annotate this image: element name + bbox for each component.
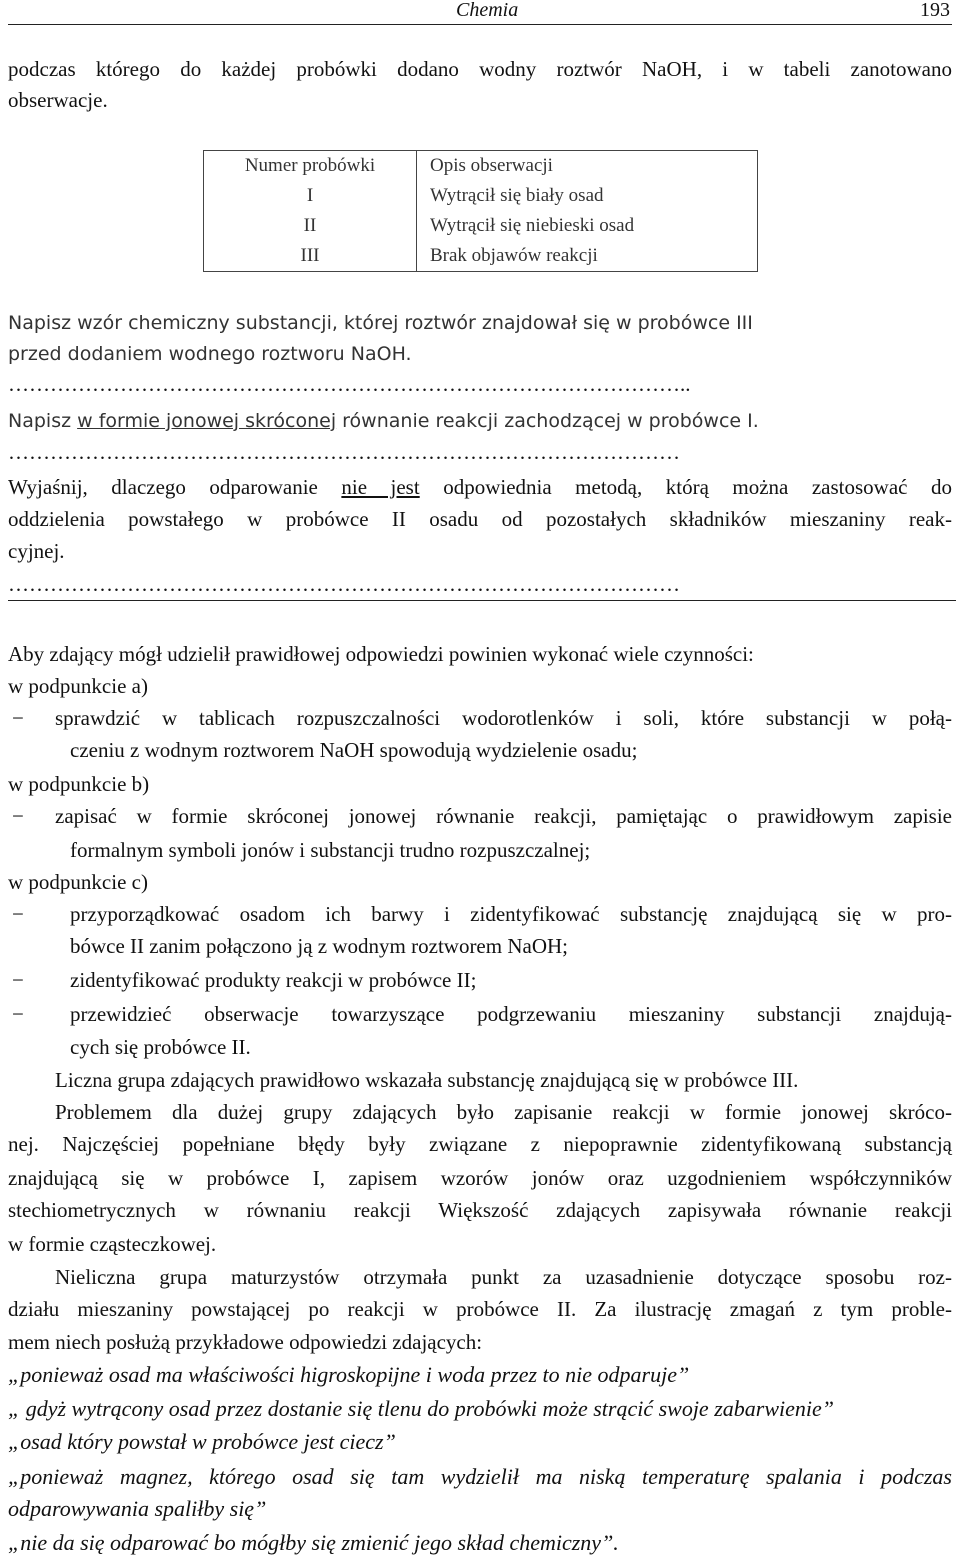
- question-2-underlined: w formie jonowej skróconej: [77, 410, 337, 432]
- dash-bullet: −: [12, 902, 24, 926]
- comment-line: formalnym symboli jonów i substancji trudno rozpuszczalnej;: [70, 838, 591, 862]
- comment-line: działu mieszaniny powstającej po reakcji w probówce II. Za ilustrację zmagań z tym proble-: [8, 1297, 952, 1321]
- comment-line: przyporządkować osadom ich barwy i zidentyfikować substancję znajdującą się w pro-: [70, 902, 952, 926]
- comment-line: czeniu z wodnym roztworem NaOH spowodują wydzielenie osadu;: [70, 738, 638, 762]
- comment-line: cych się probówce II.: [70, 1035, 251, 1059]
- dash-bullet: −: [12, 706, 24, 730]
- question-3-line-2: oddzielenia powstałego w probówce II osadu od pozostałych składników mieszaniny reak-: [8, 507, 952, 531]
- comment-line: zidentyfikować produkty reakcji w probówce II;: [70, 968, 477, 992]
- table-cell: Brak objawów reakcji: [417, 241, 758, 272]
- question-1-line-1: Napisz wzór chemiczny substancji, której roztwór znajdował się w probówce III: [8, 312, 753, 334]
- intro-line-1: podczas którego do każdej probówki dodano wodny roztwór NaOH, i w tabeli zanotowano: [8, 57, 952, 81]
- table-row: [204, 211, 758, 241]
- table-header-cell: Opis obserwacji: [417, 151, 758, 182]
- dash-bullet: −: [12, 1002, 24, 1026]
- table-cell: III: [204, 241, 417, 272]
- header-title: Chemia: [456, 0, 519, 21]
- example-answer: „osad który powstał w probówce jest ciecz”: [8, 1429, 396, 1454]
- example-answer: „ponieważ osad ma właściwości higroskopijne i woda przez to nie odparuje”: [8, 1362, 690, 1387]
- table-row: [204, 241, 758, 272]
- table-header-cell: Numer probówki: [204, 151, 417, 182]
- dash-bullet: −: [12, 804, 24, 828]
- table-cell: Wytrącił się biały osad: [417, 181, 758, 211]
- question-3-line-3: cyjnej.: [8, 539, 65, 563]
- comment-line: sprawdzić w tablicach rozpuszczalności wodorotlenków i soli, które substancji w połą-: [55, 706, 952, 730]
- comment-line: Liczna grupa zdających prawidłowo wskazała substancję znajdującą się w probówce III.: [55, 1068, 799, 1092]
- page-number: 193: [920, 0, 950, 21]
- comment-line: nej. Najczęściej popełniane błędy były związane z niepoprawnie zidentyfikowaną substancją: [8, 1132, 952, 1156]
- example-answer: odparowywania spaliłby się”: [8, 1496, 267, 1521]
- comment-line: bówce II zanim połączono ją z wodnym roztworem NaOH;: [70, 934, 568, 958]
- comment-line: zapisać w formie skróconej jonowej równanie reakcji, pamiętając o prawidłowym zapisie: [55, 804, 952, 828]
- question-3-underlined: nie jest: [341, 475, 420, 499]
- page-header: [8, 0, 952, 25]
- table-cell: I: [204, 181, 417, 211]
- comment-line: w podpunkcie c): [8, 870, 148, 894]
- question-3-prefix: Wyjaśnij, dlaczego odparowanie: [8, 475, 342, 499]
- example-answer: „nie da się odparować bo mógłby się zmienić jego skład chemiczny”.: [8, 1530, 619, 1555]
- section-divider: [8, 600, 956, 601]
- comment-line: mem niech posłużą przykładowe odpowiedzi zdających:: [8, 1330, 483, 1354]
- answer-dots-1: ……………………………………………………………………………………..: [8, 372, 691, 396]
- table-header-row: [204, 151, 758, 182]
- comment-line: Aby zdający mógł udzielił prawidłowej odpowiedzi powinien wykonać wiele czynności:: [8, 642, 754, 666]
- observation-table: [203, 150, 758, 272]
- question-3-line-1: [8, 473, 952, 501]
- table-cell: Wytrącił się niebieski osad: [417, 211, 758, 241]
- comment-line: stechiometrycznych w równaniu reakcji Większość zdających zapisywała równanie reakcji: [8, 1198, 952, 1222]
- comment-line: w podpunkcie b): [8, 772, 150, 796]
- comment-line: Nieliczna grupa maturzystów otrzymała punkt za uzasadnienie dotyczące sposobu roz-: [55, 1265, 952, 1289]
- comment-line: znajdującą się w probówce I, zapisem wzorów jonów oraz uzgodnieniem współczynników: [8, 1166, 952, 1190]
- intro-line-2: obserwacje.: [8, 88, 108, 112]
- example-answer: „ gdyż wytrącony osad przez dostanie się tlenu do probówki może strącić swoje zabarwienie”: [8, 1396, 834, 1421]
- comment-line: przewidzieć obserwacje towarzyszące podgrzewaniu mieszaniny substancji znajdują-: [70, 1002, 952, 1026]
- question-2-prefix: Napisz: [8, 410, 78, 432]
- comment-line: Problemem dla dużej grupy zdających było zapisanie reakcji w formie jonowej skróco-: [55, 1100, 952, 1124]
- example-answer: „ponieważ magnez, którego osad się tam wydzielił ma niską temperaturę spalania i podczas: [8, 1464, 952, 1489]
- question-3-suffix: odpowiednia metodą, którą można zastosować do: [419, 475, 952, 499]
- answer-dots-2: ……………………………………………………………………………………: [8, 440, 680, 464]
- comment-line: w formie cząsteczkowej.: [8, 1232, 217, 1256]
- question-1-line-2: przed dodaniem wodnego roztworu NaOH.: [8, 343, 412, 365]
- table-row: [204, 181, 758, 211]
- comment-line: w podpunkcie a): [8, 674, 148, 698]
- question-2-suffix: równanie reakcji zachodzącej w probówce I.: [336, 410, 759, 432]
- answer-dots-3: ……………………………………………………………………………………: [8, 572, 680, 596]
- dash-bullet: −: [12, 968, 24, 992]
- question-2: [8, 407, 759, 435]
- table-cell: II: [204, 211, 417, 241]
